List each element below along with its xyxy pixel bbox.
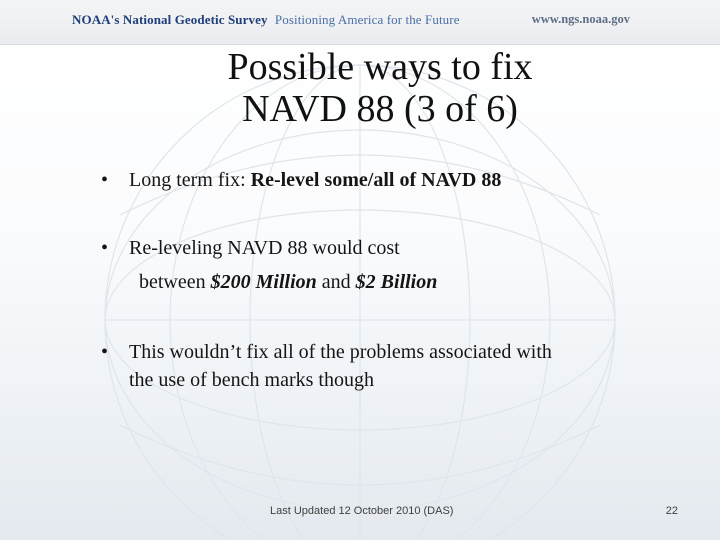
slide-title-line-1: Possible ways to fix <box>227 46 533 88</box>
ngs-tagline: Positioning America for the Future <box>274 12 460 27</box>
page-number: 22 <box>665 505 678 517</box>
bullet-3-line-2: the use of bench marks though <box>129 369 374 391</box>
slide-title-line-2: NAVD 88 (3 of 6) <box>242 88 518 130</box>
bullet-2-amount-low: $200 Million <box>210 271 317 293</box>
bullet-dot: • <box>101 341 109 363</box>
last-updated-text: Last Updated 12 October 2010 (DAS) <box>270 505 454 517</box>
bullet-2-line-1: Re-leveling NAVD 88 would cost <box>129 237 400 259</box>
ngs-url[interactable]: www.ngs.noaa.gov <box>531 12 630 26</box>
bullet-1-plain-text: Long term fix: <box>129 169 251 191</box>
bullet-2-mid: and <box>316 271 356 293</box>
bullet-2-line-2 <box>139 268 437 296</box>
bullet-2-amount-high: $2 Billion <box>355 271 438 293</box>
bullet-dot: • <box>101 237 109 259</box>
bullet-2-prefix: between <box>139 271 211 293</box>
bullet-1-text <box>129 166 501 194</box>
bullet-dot: • <box>101 169 109 191</box>
bullet-1-bold-text: Re-level some/all of NAVD 88 <box>250 169 502 191</box>
slide-footer <box>0 505 720 525</box>
bullet-3-line-1: This wouldn’t fix all of the problems associated with <box>129 341 552 363</box>
ngs-brand-name: NOAA's National Geodetic Survey <box>72 12 268 27</box>
